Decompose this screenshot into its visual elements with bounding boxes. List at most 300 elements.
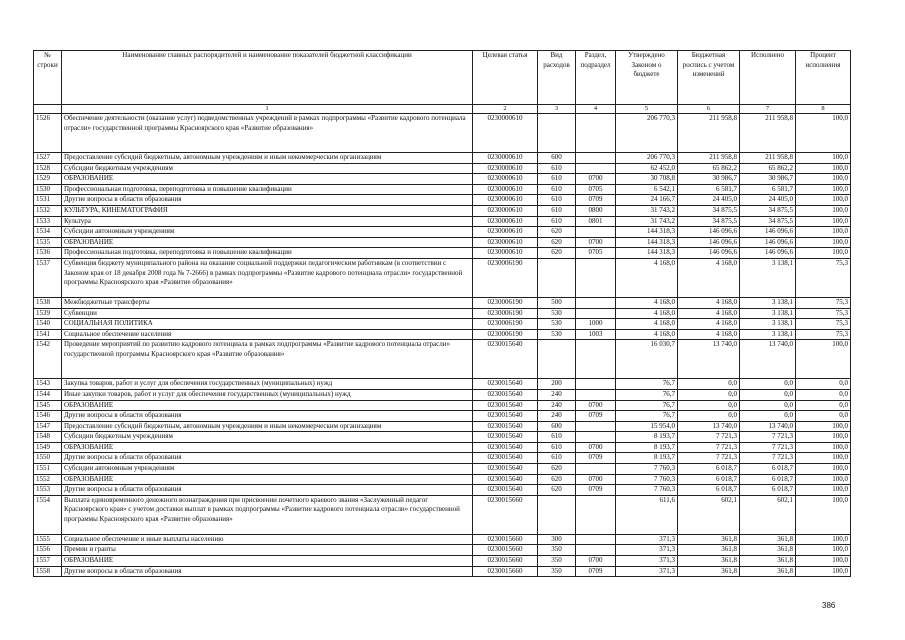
- expense-kind-cell: 610: [538, 216, 576, 227]
- approved-cell: 4 168,0: [616, 329, 678, 340]
- column-number: 2: [473, 105, 538, 114]
- expense-kind-cell: 530: [538, 329, 576, 340]
- schedule-cell: 0,0: [678, 389, 740, 400]
- approved-cell: 206 770,3: [616, 153, 678, 164]
- expense-kind-cell: 610: [538, 184, 576, 195]
- target-article-cell: 0230000610: [473, 227, 538, 238]
- row-number-cell: 1527: [34, 153, 62, 164]
- schedule-cell: 34 875,5: [678, 205, 740, 216]
- approved-cell: 4 168,0: [616, 308, 678, 319]
- expense-kind-cell: 350: [538, 545, 576, 556]
- schedule-cell: 24 405,0: [678, 195, 740, 206]
- executed-cell: 146 096,6: [740, 237, 796, 248]
- schedule-cell: 361,8: [678, 545, 740, 556]
- header-expense-kind: Вид расходов: [538, 51, 576, 105]
- expense-kind-cell: [538, 340, 576, 379]
- executed-cell: 34 875,5: [740, 205, 796, 216]
- target-article-cell: 0230015660: [473, 545, 538, 556]
- header-row-number: № строки: [34, 51, 62, 105]
- row-number-cell: 1541: [34, 329, 62, 340]
- section-cell: [576, 114, 616, 153]
- percent-cell: 100,0: [796, 453, 851, 464]
- expense-kind-cell: 620: [538, 464, 576, 475]
- executed-cell: 3 138,1: [740, 329, 796, 340]
- row-number-cell: 1557: [34, 556, 62, 567]
- percent-cell: 100,0: [796, 174, 851, 185]
- schedule-cell: 4 168,0: [678, 308, 740, 319]
- column-number: 1: [62, 105, 473, 114]
- item-name-cell: ОБРАЗОВАНИЕ: [62, 442, 473, 453]
- table-row: [34, 205, 851, 216]
- table-row: [34, 319, 851, 330]
- table-row: [34, 485, 851, 496]
- target-article-cell: 0230015640: [473, 389, 538, 400]
- target-article-cell: 0230015640: [473, 474, 538, 485]
- row-number-cell: 1539: [34, 308, 62, 319]
- item-name-cell: Профессиональная подготовка, переподготовка и повышение квалификации: [62, 248, 473, 259]
- executed-cell: 65 862,2: [740, 163, 796, 174]
- approved-cell: 24 166,7: [616, 195, 678, 206]
- target-article-cell: 0230000610: [473, 237, 538, 248]
- percent-cell: 75,3: [796, 258, 851, 297]
- executed-cell: 24 405,0: [740, 195, 796, 206]
- percent-cell: 100,0: [796, 495, 851, 534]
- target-article-cell: 0230015640: [473, 485, 538, 496]
- row-number-cell: 1544: [34, 389, 62, 400]
- approved-cell: 144 318,3: [616, 227, 678, 238]
- expense-kind-cell: 610: [538, 442, 576, 453]
- target-article-cell: 0230000610: [473, 184, 538, 195]
- row-number-cell: 1530: [34, 184, 62, 195]
- target-article-cell: 0230015660: [473, 534, 538, 545]
- target-article-cell: 0230006190: [473, 297, 538, 308]
- executed-cell: 13 740,0: [740, 421, 796, 432]
- schedule-cell: 13 740,0: [678, 421, 740, 432]
- target-article-cell: 0230000610: [473, 216, 538, 227]
- target-article-cell: 0230015640: [473, 421, 538, 432]
- approved-cell: 7 760,3: [616, 485, 678, 496]
- executed-cell: 7 721,3: [740, 442, 796, 453]
- schedule-cell: 6 018,7: [678, 485, 740, 496]
- executed-cell: 7 721,3: [740, 453, 796, 464]
- target-article-cell: 0230000610: [473, 195, 538, 206]
- section-cell: 0700: [576, 400, 616, 411]
- section-cell: 0709: [576, 485, 616, 496]
- expense-kind-cell: 620: [538, 248, 576, 259]
- expense-kind-cell: 610: [538, 205, 576, 216]
- section-cell: 0709: [576, 566, 616, 577]
- section-cell: [576, 308, 616, 319]
- percent-cell: 100,0: [796, 442, 851, 453]
- percent-cell: 75,3: [796, 329, 851, 340]
- executed-cell: 6 018,7: [740, 474, 796, 485]
- expense-kind-cell: 620: [538, 485, 576, 496]
- item-name-cell: ОБРАЗОВАНИЕ: [62, 174, 473, 185]
- table-row: [34, 114, 851, 153]
- section-cell: 0801: [576, 216, 616, 227]
- target-article-cell: 0230006190: [473, 258, 538, 297]
- approved-cell: 371,3: [616, 545, 678, 556]
- executed-cell: 0,0: [740, 411, 796, 422]
- schedule-cell: 6 581,7: [678, 184, 740, 195]
- percent-cell: 100,0: [796, 195, 851, 206]
- executed-cell: 361,8: [740, 566, 796, 577]
- executed-cell: 6 581,7: [740, 184, 796, 195]
- approved-cell: 6 542,1: [616, 184, 678, 195]
- percent-cell: 0,0: [796, 411, 851, 422]
- schedule-cell: 65 862,2: [678, 163, 740, 174]
- schedule-cell: 6 018,7: [678, 464, 740, 475]
- percent-cell: 100,0: [796, 227, 851, 238]
- section-cell: [576, 258, 616, 297]
- expense-kind-cell: 300: [538, 534, 576, 545]
- row-number-cell: 1546: [34, 411, 62, 422]
- column-number: 8: [796, 105, 851, 114]
- schedule-cell: 146 096,6: [678, 248, 740, 259]
- table-row: [34, 329, 851, 340]
- row-number-cell: 1555: [34, 534, 62, 545]
- percent-cell: 100,0: [796, 216, 851, 227]
- header-percent: Процент исполнения: [796, 51, 851, 105]
- item-name-cell: Социальное обеспечение населения: [62, 329, 473, 340]
- item-name-cell: Другие вопросы в области образования: [62, 485, 473, 496]
- percent-cell: 0,0: [796, 379, 851, 390]
- section-cell: [576, 432, 616, 443]
- section-cell: 1000: [576, 319, 616, 330]
- target-article-cell: 0230006190: [473, 319, 538, 330]
- item-name-cell: ОБРАЗОВАНИЕ: [62, 474, 473, 485]
- item-name-cell: Субвенция бюджету муниципального района на оказание социальной поддержки педагогическим работникам (в соответствии с Законом края от 18 декабря 2008 года № 7-2666) в рамках подпрограммы «Развитие кадрового потенциала отрасли» государственной программы Красноярского края «Развитие образования»: [62, 258, 473, 297]
- column-number: 6: [678, 105, 740, 114]
- expense-kind-cell: 620: [538, 474, 576, 485]
- budget-table: [33, 50, 851, 577]
- schedule-cell: 7 721,3: [678, 432, 740, 443]
- row-number-cell: 1537: [34, 258, 62, 297]
- section-cell: [576, 163, 616, 174]
- approved-cell: 8 193,7: [616, 442, 678, 453]
- approved-cell: 371,3: [616, 556, 678, 567]
- expense-kind-cell: 530: [538, 308, 576, 319]
- executed-cell: 146 096,6: [740, 227, 796, 238]
- table-row: [34, 248, 851, 259]
- section-cell: 0700: [576, 237, 616, 248]
- percent-cell: 100,0: [796, 534, 851, 545]
- section-cell: 0700: [576, 474, 616, 485]
- row-number-cell: 1552: [34, 474, 62, 485]
- schedule-cell: 361,8: [678, 534, 740, 545]
- table-row: [34, 258, 851, 297]
- approved-cell: 62 452,0: [616, 163, 678, 174]
- section-cell: 0700: [576, 442, 616, 453]
- approved-cell: 31 743,2: [616, 205, 678, 216]
- item-name-cell: Предоставление субсидий бюджетным, автономным учреждениям и иным некоммерческим организациям: [62, 153, 473, 164]
- percent-cell: 100,0: [796, 237, 851, 248]
- executed-cell: 0,0: [740, 400, 796, 411]
- item-name-cell: Субсидии бюджетным учреждениям: [62, 432, 473, 443]
- section-cell: 0705: [576, 184, 616, 195]
- row-number-cell: 1540: [34, 319, 62, 330]
- schedule-cell: 4 168,0: [678, 329, 740, 340]
- percent-cell: 100,0: [796, 163, 851, 174]
- row-number-cell: 1554: [34, 495, 62, 534]
- section-cell: 0800: [576, 205, 616, 216]
- row-number-cell: 1542: [34, 340, 62, 379]
- item-name-cell: Закупка товаров, работ и услуг для обеспечения государственных (муниципальных) нужд: [62, 379, 473, 390]
- table-row: [34, 566, 851, 577]
- row-number-cell: 1535: [34, 237, 62, 248]
- schedule-cell: 6 018,7: [678, 474, 740, 485]
- schedule-cell: 0,0: [678, 400, 740, 411]
- row-number-cell: 1526: [34, 114, 62, 153]
- target-article-cell: 0230000610: [473, 114, 538, 153]
- section-cell: 0709: [576, 453, 616, 464]
- expense-kind-cell: 620: [538, 237, 576, 248]
- schedule-cell: 146 096,6: [678, 237, 740, 248]
- header-budget-schedule: Бюджетная роспись с учетом изменений: [678, 51, 740, 105]
- row-number-cell: 1550: [34, 453, 62, 464]
- table-row: [34, 411, 851, 422]
- row-number-cell: 1529: [34, 174, 62, 185]
- row-number-cell: 1545: [34, 400, 62, 411]
- header-section: Раздел, подраздел: [576, 51, 616, 105]
- approved-cell: 611,6: [616, 495, 678, 534]
- approved-cell: 15 954,0: [616, 421, 678, 432]
- approved-cell: 16 030,7: [616, 340, 678, 379]
- table-row: [34, 195, 851, 206]
- table-row: [34, 379, 851, 390]
- percent-cell: 0,0: [796, 400, 851, 411]
- section-cell: 0709: [576, 411, 616, 422]
- approved-cell: 371,3: [616, 566, 678, 577]
- row-number-cell: 1556: [34, 545, 62, 556]
- expense-kind-cell: 350: [538, 556, 576, 567]
- percent-cell: 100,0: [796, 205, 851, 216]
- expense-kind-cell: 620: [538, 227, 576, 238]
- percent-cell: 75,3: [796, 297, 851, 308]
- section-cell: [576, 389, 616, 400]
- row-number-cell: 1558: [34, 566, 62, 577]
- section-cell: 0709: [576, 195, 616, 206]
- expense-kind-cell: 610: [538, 195, 576, 206]
- item-name-cell: Другие вопросы в области образования: [62, 453, 473, 464]
- item-name-cell: Субсидии бюджетным учреждениям: [62, 163, 473, 174]
- percent-cell: 100,0: [796, 340, 851, 379]
- row-number-cell: 1549: [34, 442, 62, 453]
- approved-cell: 76,7: [616, 400, 678, 411]
- percent-cell: 75,3: [796, 308, 851, 319]
- table-row: [34, 453, 851, 464]
- row-number-cell: 1536: [34, 248, 62, 259]
- section-cell: [576, 379, 616, 390]
- approved-cell: 30 708,8: [616, 174, 678, 185]
- approved-cell: 206 770,3: [616, 114, 678, 153]
- expense-kind-cell: 240: [538, 411, 576, 422]
- expense-kind-cell: 610: [538, 163, 576, 174]
- schedule-cell: 211 958,8: [678, 153, 740, 164]
- percent-cell: 100,0: [796, 566, 851, 577]
- executed-cell: 361,8: [740, 556, 796, 567]
- percent-cell: 100,0: [796, 464, 851, 475]
- item-name-cell: Предоставление субсидий бюджетным, автономным учреждениям и иным некоммерческим организациям: [62, 421, 473, 432]
- table-row: [34, 163, 851, 174]
- item-name-cell: Выплата единовременного денежного вознаграждения при присвоении почетного краевого звания «Заслуженный педагог Красноярского края» с учетом доставки выплат в рамках подпрограммы «Развитие кадрового потенциала отрасли» государственной программы Красноярского края «Развитие образования»: [62, 495, 473, 534]
- executed-cell: 211 958,8: [740, 153, 796, 164]
- schedule-cell: 361,8: [678, 566, 740, 577]
- executed-cell: 30 986,7: [740, 174, 796, 185]
- target-article-cell: 0230015640: [473, 400, 538, 411]
- percent-cell: 0,0: [796, 389, 851, 400]
- row-number-cell: 1547: [34, 421, 62, 432]
- column-number: [34, 105, 62, 114]
- schedule-cell: 34 875,5: [678, 216, 740, 227]
- table-row: [34, 545, 851, 556]
- item-name-cell: Другие вопросы в области образования: [62, 411, 473, 422]
- target-article-cell: 0230000610: [473, 153, 538, 164]
- expense-kind-cell: [538, 114, 576, 153]
- schedule-cell: 7 721,3: [678, 442, 740, 453]
- target-article-cell: 0230000610: [473, 163, 538, 174]
- item-name-cell: ОБРАЗОВАНИЕ: [62, 400, 473, 411]
- section-cell: 0700: [576, 174, 616, 185]
- row-number-cell: 1533: [34, 216, 62, 227]
- schedule-cell: 361,8: [678, 556, 740, 567]
- table-row: [34, 400, 851, 411]
- item-name-cell: Культура: [62, 216, 473, 227]
- target-article-cell: 0230015640: [473, 411, 538, 422]
- approved-cell: 76,7: [616, 389, 678, 400]
- header-target-article: Целевая статья: [473, 51, 538, 105]
- column-number: 7: [740, 105, 796, 114]
- item-name-cell: ОБРАЗОВАНИЕ: [62, 556, 473, 567]
- schedule-cell: 0,0: [678, 379, 740, 390]
- target-article-cell: 0230015640: [473, 453, 538, 464]
- percent-cell: 100,0: [796, 432, 851, 443]
- approved-cell: 76,7: [616, 379, 678, 390]
- item-name-cell: Межбюджетные трансферты: [62, 297, 473, 308]
- target-article-cell: 0230015640: [473, 442, 538, 453]
- column-number: 5: [616, 105, 678, 114]
- row-number-cell: 1548: [34, 432, 62, 443]
- schedule-cell: 4 168,0: [678, 297, 740, 308]
- item-name-cell: Другие вопросы в области образования: [62, 566, 473, 577]
- approved-cell: 371,3: [616, 534, 678, 545]
- row-number-cell: 1531: [34, 195, 62, 206]
- table-row: [34, 227, 851, 238]
- item-name-cell: ОБРАЗОВАНИЕ: [62, 237, 473, 248]
- row-number-cell: 1532: [34, 205, 62, 216]
- expense-kind-cell: 610: [538, 174, 576, 185]
- schedule-cell: 146 096,6: [678, 227, 740, 238]
- expense-kind-cell: 610: [538, 432, 576, 443]
- target-article-cell: 0230006190: [473, 329, 538, 340]
- executed-cell: 3 138,1: [740, 319, 796, 330]
- target-article-cell: 0230000610: [473, 248, 538, 259]
- approved-cell: 144 318,3: [616, 237, 678, 248]
- item-name-cell: Проведение мероприятий по развитию кадрового потенциала в рамках подпрограммы «Развитие кадрового потенциала отрасли» государственной программы Красноярского края «Развитие образования»: [62, 340, 473, 379]
- table-row: [34, 174, 851, 185]
- approved-cell: 8 193,7: [616, 453, 678, 464]
- item-name-cell: Социальное обеспечение и иные выплаты населению: [62, 534, 473, 545]
- target-article-cell: 0230015640: [473, 340, 538, 379]
- schedule-cell: 0,0: [678, 411, 740, 422]
- percent-cell: 100,0: [796, 545, 851, 556]
- section-cell: 0700: [576, 556, 616, 567]
- target-article-cell: 0230015660: [473, 566, 538, 577]
- table-row: [34, 153, 851, 164]
- schedule-cell: 13 740,0: [678, 340, 740, 379]
- section-cell: [576, 495, 616, 534]
- row-number-cell: 1553: [34, 485, 62, 496]
- executed-cell: 0,0: [740, 379, 796, 390]
- row-number-cell: 1551: [34, 464, 62, 475]
- executed-cell: 3 138,1: [740, 258, 796, 297]
- section-cell: [576, 227, 616, 238]
- executed-cell: 7 721,3: [740, 432, 796, 443]
- table-row: [34, 464, 851, 475]
- item-name-cell: Субвенции: [62, 308, 473, 319]
- target-article-cell: 0230015660: [473, 495, 538, 534]
- schedule-cell: 4 168,0: [678, 258, 740, 297]
- percent-cell: 75,3: [796, 319, 851, 330]
- section-cell: [576, 297, 616, 308]
- percent-cell: 100,0: [796, 485, 851, 496]
- approved-cell: 8 193,7: [616, 432, 678, 443]
- row-number-cell: 1538: [34, 297, 62, 308]
- approved-cell: 4 168,0: [616, 319, 678, 330]
- section-cell: [576, 340, 616, 379]
- executed-cell: 13 740,0: [740, 340, 796, 379]
- table-row: [34, 442, 851, 453]
- expense-kind-cell: 500: [538, 297, 576, 308]
- schedule-cell: 211 958,8: [678, 114, 740, 153]
- table-body: [34, 114, 851, 577]
- expense-kind-cell: 610: [538, 453, 576, 464]
- target-article-cell: 0230000610: [473, 205, 538, 216]
- percent-cell: 100,0: [796, 474, 851, 485]
- executed-cell: 361,8: [740, 534, 796, 545]
- header-name: Наименование главных распорядителей и наименование показателей бюджетной классификации: [62, 51, 473, 105]
- section-cell: [576, 421, 616, 432]
- item-name-cell: Субсидии автономным учреждениям: [62, 227, 473, 238]
- table-row: [34, 297, 851, 308]
- schedule-cell: 4 168,0: [678, 319, 740, 330]
- item-name-cell: КУЛЬТУРА, КИНЕМАТОГРАФИЯ: [62, 205, 473, 216]
- approved-cell: 31 743,2: [616, 216, 678, 227]
- item-name-cell: Обеспечение деятельности (оказание услуг) подведомственных учреждений в рамках подпрограммы «Развитие кадрового потенциала отрасли» государственной программы Красноярского края «Развитие образования»: [62, 114, 473, 153]
- expense-kind-cell: [538, 258, 576, 297]
- executed-cell: 0,0: [740, 389, 796, 400]
- executed-cell: 211 958,8: [740, 114, 796, 153]
- section-cell: 1003: [576, 329, 616, 340]
- row-number-cell: 1534: [34, 227, 62, 238]
- row-number-cell: 1528: [34, 163, 62, 174]
- page-number: 386: [822, 601, 836, 610]
- section-cell: [576, 545, 616, 556]
- table-row: [34, 474, 851, 485]
- percent-cell: 100,0: [796, 184, 851, 195]
- expense-kind-cell: [538, 495, 576, 534]
- section-cell: 0705: [576, 248, 616, 259]
- table-row: [34, 340, 851, 379]
- table-row: [34, 556, 851, 567]
- executed-cell: 6 018,7: [740, 464, 796, 475]
- expense-kind-cell: 240: [538, 400, 576, 411]
- target-article-cell: 0230015640: [473, 464, 538, 475]
- expense-kind-cell: 600: [538, 153, 576, 164]
- executed-cell: 146 096,6: [740, 248, 796, 259]
- approved-cell: 7 760,3: [616, 474, 678, 485]
- table-row: [34, 421, 851, 432]
